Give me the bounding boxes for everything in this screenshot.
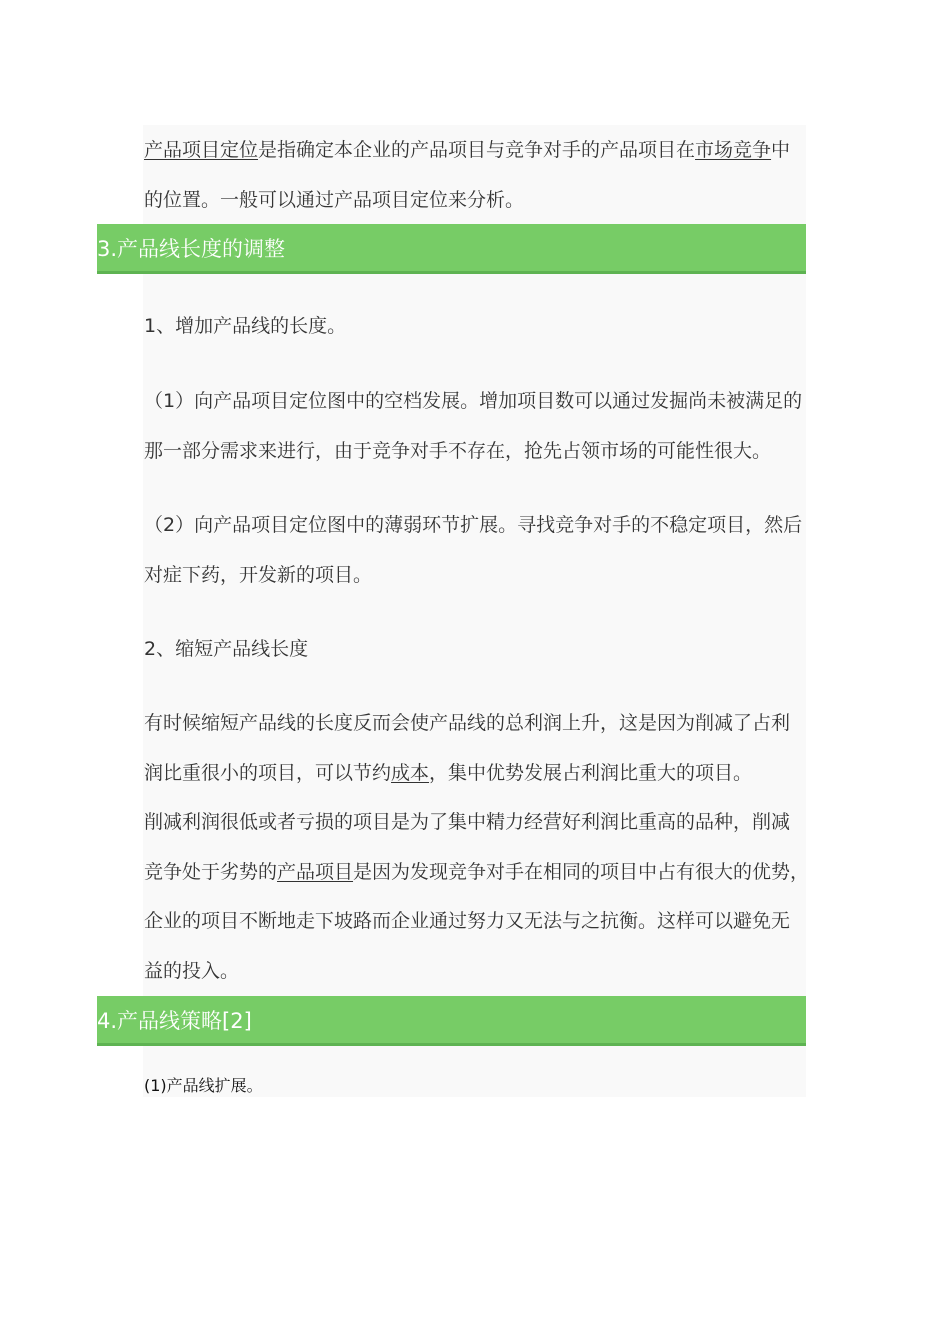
- section-header-3: [97, 224, 806, 274]
- link-cost[interactable]: 成本: [391, 762, 430, 784]
- paragraph-2-line-2-end: 是因为发现竞争对手在相同的项目中占有很大的优势，: [353, 861, 810, 883]
- intro-line-1: [144, 138, 790, 162]
- intro-line-1-end: 中: [771, 139, 791, 161]
- point-2: 2、缩短产品线长度: [144, 638, 309, 660]
- paragraph-2-line-4: 益的投入。: [144, 960, 240, 982]
- paragraph-2-line-2-start: 竞争处于劣势的: [144, 861, 278, 883]
- link-product-item-positioning[interactable]: 产品项目定位: [144, 139, 259, 161]
- sub-point-1-line-1: （1）向产品项目定位图中的空档发展。增加项目数可以通过发掘尚未被满足的: [144, 390, 803, 412]
- sub-point-2-line-2: 对症下药，开发新的项目。: [144, 564, 373, 586]
- paragraph-2-line-2: [144, 860, 809, 884]
- point-1: 1、增加产品线的长度。: [144, 315, 347, 337]
- paragraph-1-line-2-end: ，集中优势发展占利润比重大的项目。: [429, 762, 753, 784]
- section-title-3: 3.产品线长度的调整: [97, 237, 286, 261]
- intro-line-2: 的位置。一般可以通过产品项目定位来分析。: [144, 189, 525, 211]
- paragraph-2-line-3: 企业的项目不断地走下坡路而企业通过努力又无法与之抗衡。这样可以避免无: [144, 910, 791, 932]
- section-header-4: [97, 996, 806, 1046]
- paragraph-1-line-2: [144, 761, 752, 785]
- sub-point-2-line-1: （2）向产品项目定位图中的薄弱环节扩展。寻找竞争对手的不稳定项目，然后: [144, 514, 803, 536]
- intro-line-1-text: 是指确定本企业的产品项目与竞争对手的产品项目在: [258, 139, 696, 161]
- link-market-competition[interactable]: 市场竞争: [695, 139, 772, 161]
- paragraph-2-line-1: 削减利润很低或者亏损的项目是为了集中精力经营好利润比重高的品种，削减: [144, 811, 791, 833]
- sub-point-1-line-2: 那一部分需求来进行，由于竞争对手不存在，抢先占领市场的可能性很大。: [144, 440, 772, 462]
- section-title-4: 4.产品线策略[2]: [97, 1009, 252, 1033]
- link-product-item[interactable]: 产品项目: [277, 861, 354, 883]
- strategy-item-1: (1)产品线扩展。: [144, 1076, 263, 1095]
- paragraph-1-line-1: 有时候缩短产品线的长度反而会使产品线的总利润上升，这是因为削减了占利: [144, 712, 791, 734]
- paragraph-1-line-2-start: 润比重很小的项目，可以节约: [144, 762, 392, 784]
